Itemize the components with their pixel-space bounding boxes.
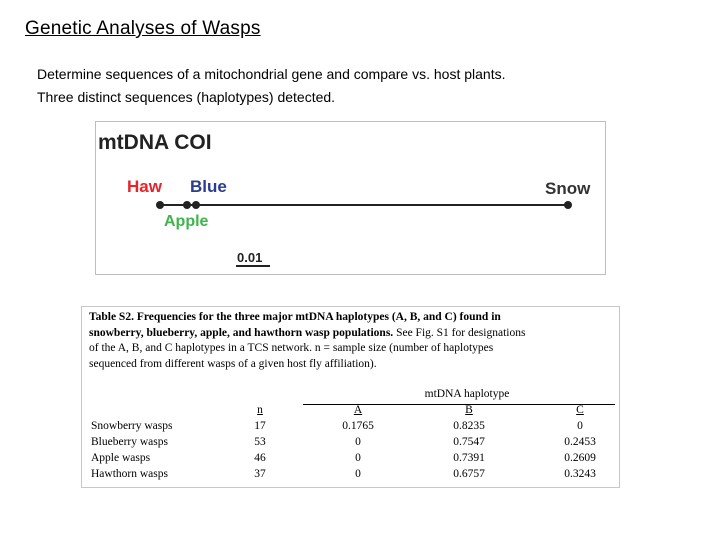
row-b: 0.6757 (453, 468, 485, 480)
haw-node (156, 201, 164, 209)
subtitle-line-2: Three distinct sequences (haplotypes) detected. (37, 89, 336, 105)
snow-label: Snow (545, 179, 591, 198)
snow-node (564, 201, 572, 209)
subtitle-line-1: Determine sequences of a mitochondrial gene and compare vs. host plants. (37, 66, 506, 82)
caption-bold-line-2: snowberry, blueberry, apple, and hawthorn wasp populations. (89, 326, 394, 339)
row-a: 0 (355, 436, 361, 448)
caption-tail: See Fig. S1 for designations (393, 326, 526, 339)
tree-title: mtDNA COI (98, 131, 212, 154)
col-head-a: A (353, 404, 363, 416)
scale-label: 0.01 (237, 250, 263, 265)
row-n: 37 (254, 468, 266, 480)
row-n: 46 (254, 452, 266, 464)
row-n: 17 (254, 420, 266, 432)
haplotype-frequency-table (81, 306, 620, 488)
slide-title: Genetic Analyses of Wasps (25, 18, 261, 39)
row-c: 0.2609 (564, 452, 596, 464)
caption-line-3: of the A, B, and C haplotypes in a TCS network. n = sample size (number of haplotypes (89, 342, 494, 355)
blue-node (192, 201, 200, 209)
row-name: Blueberry wasps (91, 436, 168, 448)
row-name: Hawthorn wasps (91, 468, 168, 480)
table-caption (89, 310, 615, 373)
apple-node-left (183, 201, 191, 209)
row-b: 0.7391 (453, 452, 485, 464)
table-row (82, 451, 619, 466)
haw-label: Haw (127, 177, 162, 196)
row-a: 0 (355, 452, 361, 464)
row-b: 0.7547 (453, 436, 485, 448)
col-head-n: n (257, 404, 263, 416)
haplotype-tree-figure (95, 121, 606, 275)
apple-label: Apple (164, 213, 209, 230)
table-row (82, 467, 619, 482)
row-c: 0 (577, 420, 583, 432)
row-name: Apple wasps (91, 452, 151, 464)
row-a: 0.1765 (342, 420, 374, 432)
blue-label: Blue (190, 177, 227, 196)
group-header: mtDNA haplotype (424, 388, 510, 400)
row-name: Snowberry wasps (91, 420, 173, 432)
table-row (82, 419, 619, 434)
caption-bold-line-1: Table S2. Frequencies for the three major mtDNA haplotypes (A, B, and C) found in (89, 311, 501, 323)
col-head-b: B (465, 404, 473, 416)
table-row (82, 435, 619, 450)
row-c: 0.3243 (564, 468, 596, 480)
row-b: 0.8235 (453, 420, 485, 432)
caption-line-4: sequenced from different wasps of a given host fly affiliation). (89, 358, 377, 371)
row-n: 53 (254, 436, 266, 448)
col-head-c: C (576, 404, 584, 416)
row-a: 0 (355, 468, 361, 480)
row-c: 0.2453 (564, 436, 596, 448)
